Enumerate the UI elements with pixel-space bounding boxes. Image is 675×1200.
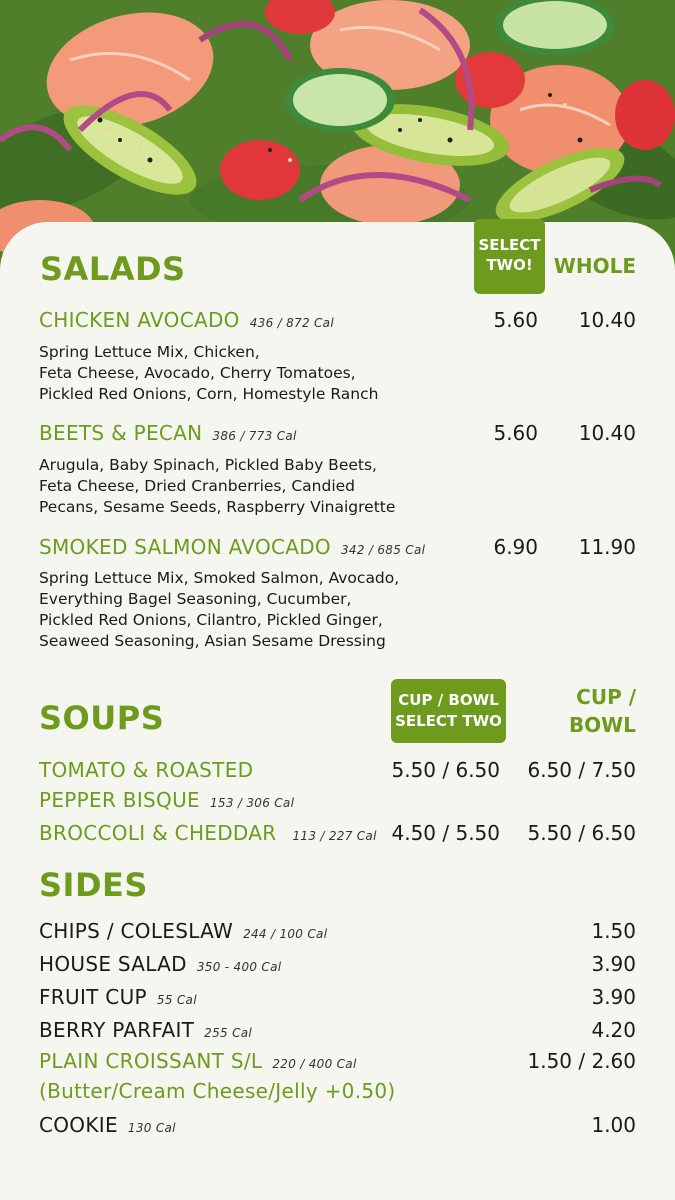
salad-item-name xyxy=(39,308,334,332)
desc-line: Pecans, Sesame Seeds, Raspberry Vinaigrette xyxy=(39,498,396,516)
side-price: 3.90 xyxy=(591,952,636,976)
salad-whole-price: 10.40 xyxy=(578,421,636,445)
salad-select-two-price: 5.60 xyxy=(493,421,538,445)
soup-item-name-line2 xyxy=(39,788,294,812)
soups-title: SOUPS xyxy=(39,699,165,737)
cup-bowl-header-line2: BOWL xyxy=(568,713,636,737)
side-item-note: (Butter/Cream Cheese/Jelly +0.50) xyxy=(39,1079,396,1103)
side-price: 1.50 xyxy=(591,919,636,943)
soup-cup-bowl-price: 6.50 / 7.50 xyxy=(527,758,636,782)
calorie-label: 130 Cal xyxy=(127,1121,176,1135)
side-price: 1.00 xyxy=(591,1113,636,1137)
cup-bowl-select-two-badge xyxy=(391,679,506,743)
sides-title: SIDES xyxy=(39,866,148,904)
side-price: 3.90 xyxy=(591,985,636,1009)
salads-title: SALADS xyxy=(40,250,186,288)
calorie-label: 255 Cal xyxy=(204,1026,253,1040)
calorie-label: 342 / 685 Cal xyxy=(340,543,426,557)
side-name-text: HOUSE SALAD xyxy=(39,952,187,976)
badge-line2: SELECT TWO xyxy=(395,712,502,730)
calorie-label: 386 / 773 Cal xyxy=(212,429,297,443)
calorie-label: 350 - 400 Cal xyxy=(196,960,282,974)
salad-description xyxy=(39,568,439,652)
desc-line: Seaweed Seasoning, Asian Sesame Dressing xyxy=(39,632,386,650)
soup-name-text: BROCCOLI & CHEDDAR xyxy=(39,821,277,845)
select-two-label-line2: TWO! xyxy=(486,256,533,274)
side-name-text: CHIPS / COLESLAW xyxy=(39,919,234,943)
side-item-name xyxy=(39,919,327,943)
calorie-label: 153 / 306 Cal xyxy=(209,796,295,810)
whole-header: WHOLE xyxy=(553,254,636,278)
soup-cup-bowl-price: 5.50 / 6.50 xyxy=(527,821,636,845)
calorie-label: 244 / 100 Cal xyxy=(243,927,328,941)
salad-name-text: BEETS & PECAN xyxy=(39,421,203,445)
side-price: 4.20 xyxy=(591,1018,636,1042)
salad-item-name xyxy=(39,421,297,445)
cup-bowl-header xyxy=(540,683,636,739)
side-item-name xyxy=(39,1113,176,1137)
salad-select-two-price: 5.60 xyxy=(493,308,538,332)
desc-line: Arugula, Baby Spinach, Pickled Baby Beets, xyxy=(39,456,377,474)
select-two-label-line1: SELECT xyxy=(478,236,541,254)
salad-item-name xyxy=(39,535,425,559)
side-item-name xyxy=(39,985,197,1009)
salad-description xyxy=(39,342,439,405)
desc-line: Spring Lettuce Mix, Smoked Salmon, Avocado, xyxy=(39,569,400,587)
salad-name-text: CHICKEN AVOCADO xyxy=(39,308,240,332)
side-name-text: COOKIE xyxy=(39,1113,118,1137)
salad-whole-price: 11.90 xyxy=(578,535,636,559)
calorie-label: 55 Cal xyxy=(156,993,197,1007)
side-name-text: BERRY PARFAIT xyxy=(39,1018,195,1042)
calorie-label: 436 / 872 Cal xyxy=(249,316,334,330)
desc-line: Pickled Red Onions, Cilantro, Pickled Ginger, xyxy=(39,611,383,629)
salad-select-two-price: 6.90 xyxy=(493,535,538,559)
soup-select-two-price: 4.50 / 5.50 xyxy=(391,821,500,845)
desc-line: Spring Lettuce Mix, Chicken, xyxy=(39,343,260,361)
side-name-text: PLAIN CROISSANT S/L xyxy=(39,1049,263,1073)
badge-line1: CUP / BOWL xyxy=(398,691,499,709)
calorie-label: 113 / 227 Cal xyxy=(292,829,377,843)
salad-whole-price: 10.40 xyxy=(578,308,636,332)
desc-line: Feta Cheese, Dried Cranberries, Candied xyxy=(39,477,356,495)
soup-item-name xyxy=(39,821,377,845)
side-item-name xyxy=(39,952,281,976)
salad-description xyxy=(39,455,439,518)
desc-line: Pickled Red Onions, Corn, Homestyle Ranch xyxy=(39,385,379,403)
desc-line: Feta Cheese, Avocado, Cherry Tomatoes, xyxy=(39,364,356,382)
soup-select-two-price: 5.50 / 6.50 xyxy=(391,758,500,782)
side-price: 1.50 / 2.60 xyxy=(527,1049,636,1073)
side-item-name xyxy=(39,1049,357,1073)
salad-name-text: SMOKED SALMON AVOCADO xyxy=(39,535,331,559)
side-item-name xyxy=(39,1018,252,1042)
soup-name-text: PEPPER BISQUE xyxy=(39,788,200,812)
desc-line: Everything Bagel Seasoning, Cucumber, xyxy=(39,590,352,608)
soup-item-name: TOMATO & ROASTED xyxy=(39,758,254,782)
side-name-text: FRUIT CUP xyxy=(39,985,147,1009)
calorie-label: 220 / 400 Cal xyxy=(272,1057,357,1071)
cup-bowl-header-line1: CUP / xyxy=(576,685,636,709)
select-two-badge xyxy=(474,219,545,294)
